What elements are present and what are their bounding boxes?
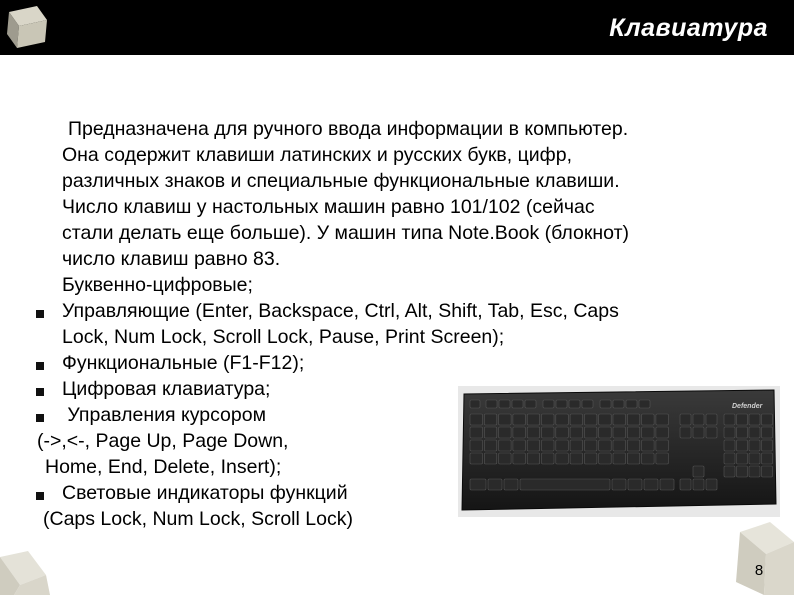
bullet-item: Управляющие (Enter, Backspace, Ctrl, Alt, Shift, Tab, Esc, Caps [62,300,619,322]
keyboard-key [642,453,655,464]
keyboard-key [525,400,536,408]
keyboard-key [693,414,704,425]
bullet-icon [36,362,44,370]
keyboard-key [706,414,717,425]
keyboard-key [762,466,773,477]
body-line: Lock, Num Lock, Scroll Lock, Pause, Print Screen); [62,326,505,348]
keyboard-key [470,479,486,490]
keyboard-key [724,440,735,451]
keyboard-key [470,440,483,451]
body-line: Число клавиш у настольных машин равно 101/102 (сейчас [62,196,595,218]
keyboard-key [706,479,717,490]
bullet-item: Функциональные (F1-F12); [62,352,305,374]
body-line: стали делать еще больше). У машин типа Note.Book (блокнот) [62,222,630,244]
keyboard-key [504,479,518,490]
keyboard-key [762,440,773,451]
keyboard-key [612,479,626,490]
keyboard-key [570,427,583,438]
keyboard-key [656,440,669,451]
keyboard-key [599,427,612,438]
keyboard-key [470,453,483,464]
keyboard-key [627,453,640,464]
body-line: (Caps Lock, Num Lock, Scroll Lock) [43,508,353,530]
keyboard-key [556,427,569,438]
bullet-icon [36,414,44,422]
keyboard-key [644,479,658,490]
keyboard-key [627,414,640,425]
keyboard-key [656,427,669,438]
slide-title: Клавиатура [609,14,768,42]
keyboard-key [584,414,597,425]
keyboard-key [486,400,497,408]
keyboard-key [642,440,655,451]
keyboard-key [737,453,748,464]
keyboard-key [613,427,626,438]
keyboard-key [762,453,773,464]
body-line: Предназначена для ручного ввода информации в компьютер. [68,118,629,140]
keyboard-key [626,400,637,408]
keyboard-key [542,453,555,464]
bullet-icon [36,388,44,396]
keyboard-key [724,466,735,477]
body-line: (->,<-, Page Up, Page Down, [37,430,289,452]
keyboard-key [737,466,748,477]
bullet-item: Управления курсором [62,404,266,426]
keyboard-key [737,414,748,425]
keyboard-key [582,400,593,408]
keyboard-key [513,440,526,451]
keyboard-key [693,427,704,438]
keyboard-key [520,479,610,490]
body-line: Home, End, Delete, Insert); [45,456,282,478]
keyboard-key [556,440,569,451]
keyboard-key [737,440,748,451]
page-number: 8 [754,562,764,579]
keyboard-key [762,414,773,425]
keyboard-key [613,440,626,451]
keyboard-key [556,400,567,408]
keyboard-key [656,453,669,464]
keyboard-key [599,453,612,464]
keyboard-key [556,453,569,464]
keyboard-key [639,400,650,408]
keyboard-brand: Defender [732,403,763,410]
keyboard-key [499,440,512,451]
keyboard-key [599,440,612,451]
keyboard-key [513,453,526,464]
keyboard-key [584,427,597,438]
keyboard-key [749,414,760,425]
keyboard-key [737,427,748,438]
keyboard-key [569,400,580,408]
keyboard-key [724,414,735,425]
keyboard-key [527,453,540,464]
bullet-item: Цифровая клавиатура; [62,378,271,400]
keyboard-key [512,400,523,408]
keyboard-key [488,479,502,490]
keyboard-key [470,427,483,438]
keyboard-key [680,479,691,490]
keyboard-key [613,453,626,464]
keyboard-key [484,440,497,451]
bullet-icon [36,310,44,318]
body-line: различных знаков и специальные функциональные клавиши. [62,170,620,192]
body-line: число клавиш равно 83. [62,248,281,270]
keyboard-key [470,414,483,425]
keyboard-key [584,453,597,464]
keyboard-key [499,414,512,425]
keyboard-key [600,400,611,408]
keyboard-key [513,427,526,438]
keyboard-key [660,479,674,490]
keyboard-key [613,414,626,425]
keyboard-key [749,453,760,464]
keyboard-key [556,414,569,425]
keyboard-key [706,427,717,438]
keyboard-key [749,466,760,477]
keyboard-key [724,453,735,464]
keyboard-key [627,440,640,451]
keyboard-key [584,440,597,451]
body-line: Буквенно-цифровые; [62,274,253,296]
keyboard-key [570,414,583,425]
keyboard-key [642,414,655,425]
bullet-item: Световые индикаторы функций [62,482,348,504]
keyboard-key [628,479,642,490]
keyboard-key [513,414,526,425]
keyboard-key [484,453,497,464]
keyboard-key [527,440,540,451]
keyboard-key [613,400,624,408]
keyboard-key [527,427,540,438]
body-line: Она содержит клавиши латинских и русских букв, цифр, [62,144,572,166]
keyboard-key [470,400,480,408]
bullet-icon [36,492,44,500]
keyboard-key [499,400,510,408]
keyboard-key [599,414,612,425]
keyboard-key [543,400,554,408]
keyboard-key [570,440,583,451]
keyboard-key [642,427,655,438]
keyboard-key [542,440,555,451]
keyboard-key [484,414,497,425]
keyboard-key [680,427,691,438]
keyboard-key [762,427,773,438]
keyboard-image [458,386,780,517]
keyboard-key [570,453,583,464]
keyboard-key [527,414,540,425]
keyboard-key [484,427,497,438]
keyboard-key [724,427,735,438]
keyboard-key [499,453,512,464]
keyboard-key [693,466,704,477]
keyboard-key [749,440,760,451]
keyboard-key [680,414,691,425]
keyboard-key [499,427,512,438]
keyboard-key [627,427,640,438]
keyboard-key [693,479,704,490]
keyboard-key [656,414,669,425]
keyboard-key [749,427,760,438]
keyboard-key [542,414,555,425]
keyboard-key [542,427,555,438]
